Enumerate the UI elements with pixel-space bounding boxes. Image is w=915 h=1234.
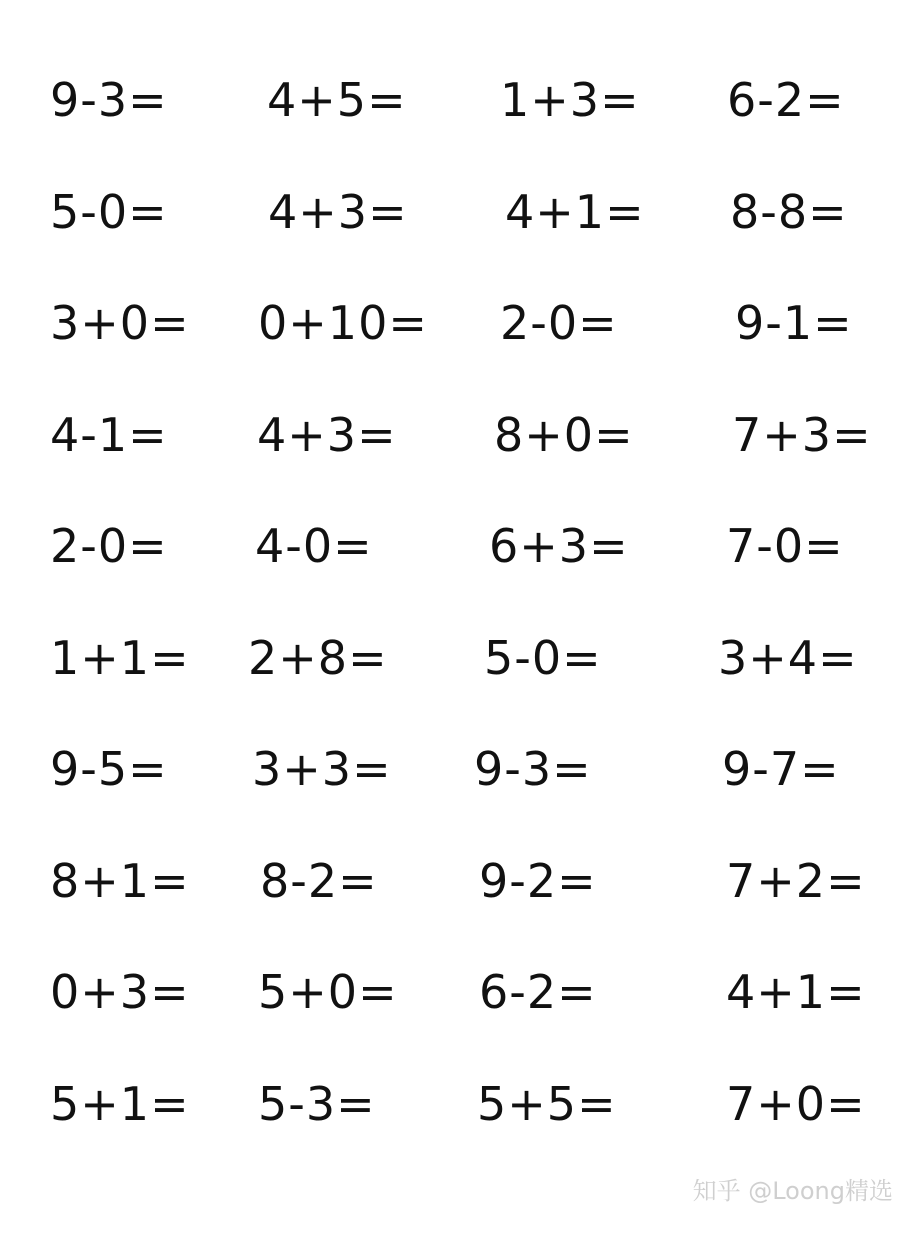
problem-5-4: 7-0= [726, 519, 844, 573]
problem-10-2: 5-3= [258, 1077, 376, 1131]
problem-6-2: 2+8= [248, 631, 388, 685]
problem-3-4: 9-1= [735, 296, 853, 350]
problem-6-3: 5-0= [484, 631, 602, 685]
problem-4-4: 7+3= [732, 408, 872, 462]
problem-7-2: 3+3= [252, 742, 392, 796]
problem-2-2: 4+3= [268, 185, 408, 239]
problem-row-3 [0, 283, 915, 363]
problem-5-2: 4-0= [255, 519, 373, 573]
problem-8-1: 8+1= [50, 854, 190, 908]
problem-10-1: 5+1= [50, 1077, 190, 1131]
problem-row-6 [0, 618, 915, 698]
problem-2-3: 4+1= [505, 185, 645, 239]
problem-7-3: 9-3= [474, 742, 592, 796]
problem-3-2: 0+10= [258, 296, 428, 350]
problem-4-2: 4+3= [257, 408, 397, 462]
problem-7-1: 9-5= [50, 742, 168, 796]
problem-4-3: 8+0= [494, 408, 634, 462]
problem-2-4: 8-8= [730, 185, 848, 239]
problem-1-1: 9-3= [50, 73, 168, 127]
problem-1-4: 6-2= [727, 73, 845, 127]
problem-row-4 [0, 395, 915, 475]
problem-1-3: 1+3= [500, 73, 640, 127]
problem-7-4: 9-7= [722, 742, 840, 796]
problem-10-4: 7+0= [726, 1077, 866, 1131]
problem-row-7 [0, 729, 915, 809]
problem-8-2: 8-2= [260, 854, 378, 908]
problem-9-3: 6-2= [479, 965, 597, 1019]
problem-5-1: 2-0= [50, 519, 168, 573]
problem-6-4: 3+4= [718, 631, 858, 685]
problem-row-1 [0, 60, 915, 140]
problem-10-3: 5+5= [477, 1077, 617, 1131]
problem-9-1: 0+3= [50, 965, 190, 1019]
problem-9-2: 5+0= [258, 965, 398, 1019]
problem-row-8 [0, 841, 915, 921]
problem-row-10 [0, 1064, 915, 1144]
problem-3-3: 2-0= [500, 296, 618, 350]
problem-3-1: 3+0= [50, 296, 190, 350]
problem-4-1: 4-1= [50, 408, 168, 462]
problem-row-9 [0, 952, 915, 1032]
problem-9-4: 4+1= [726, 965, 866, 1019]
problem-8-3: 9-2= [479, 854, 597, 908]
problem-row-2 [0, 172, 915, 252]
problem-2-1: 5-0= [50, 185, 168, 239]
problem-row-5 [0, 506, 915, 586]
problem-6-1: 1+1= [50, 631, 190, 685]
problem-5-3: 6+3= [489, 519, 629, 573]
problem-1-2: 4+5= [267, 73, 407, 127]
problem-8-4: 7+2= [726, 854, 866, 908]
zhihu-watermark: 知乎 @Loong精选 [692, 1177, 893, 1205]
